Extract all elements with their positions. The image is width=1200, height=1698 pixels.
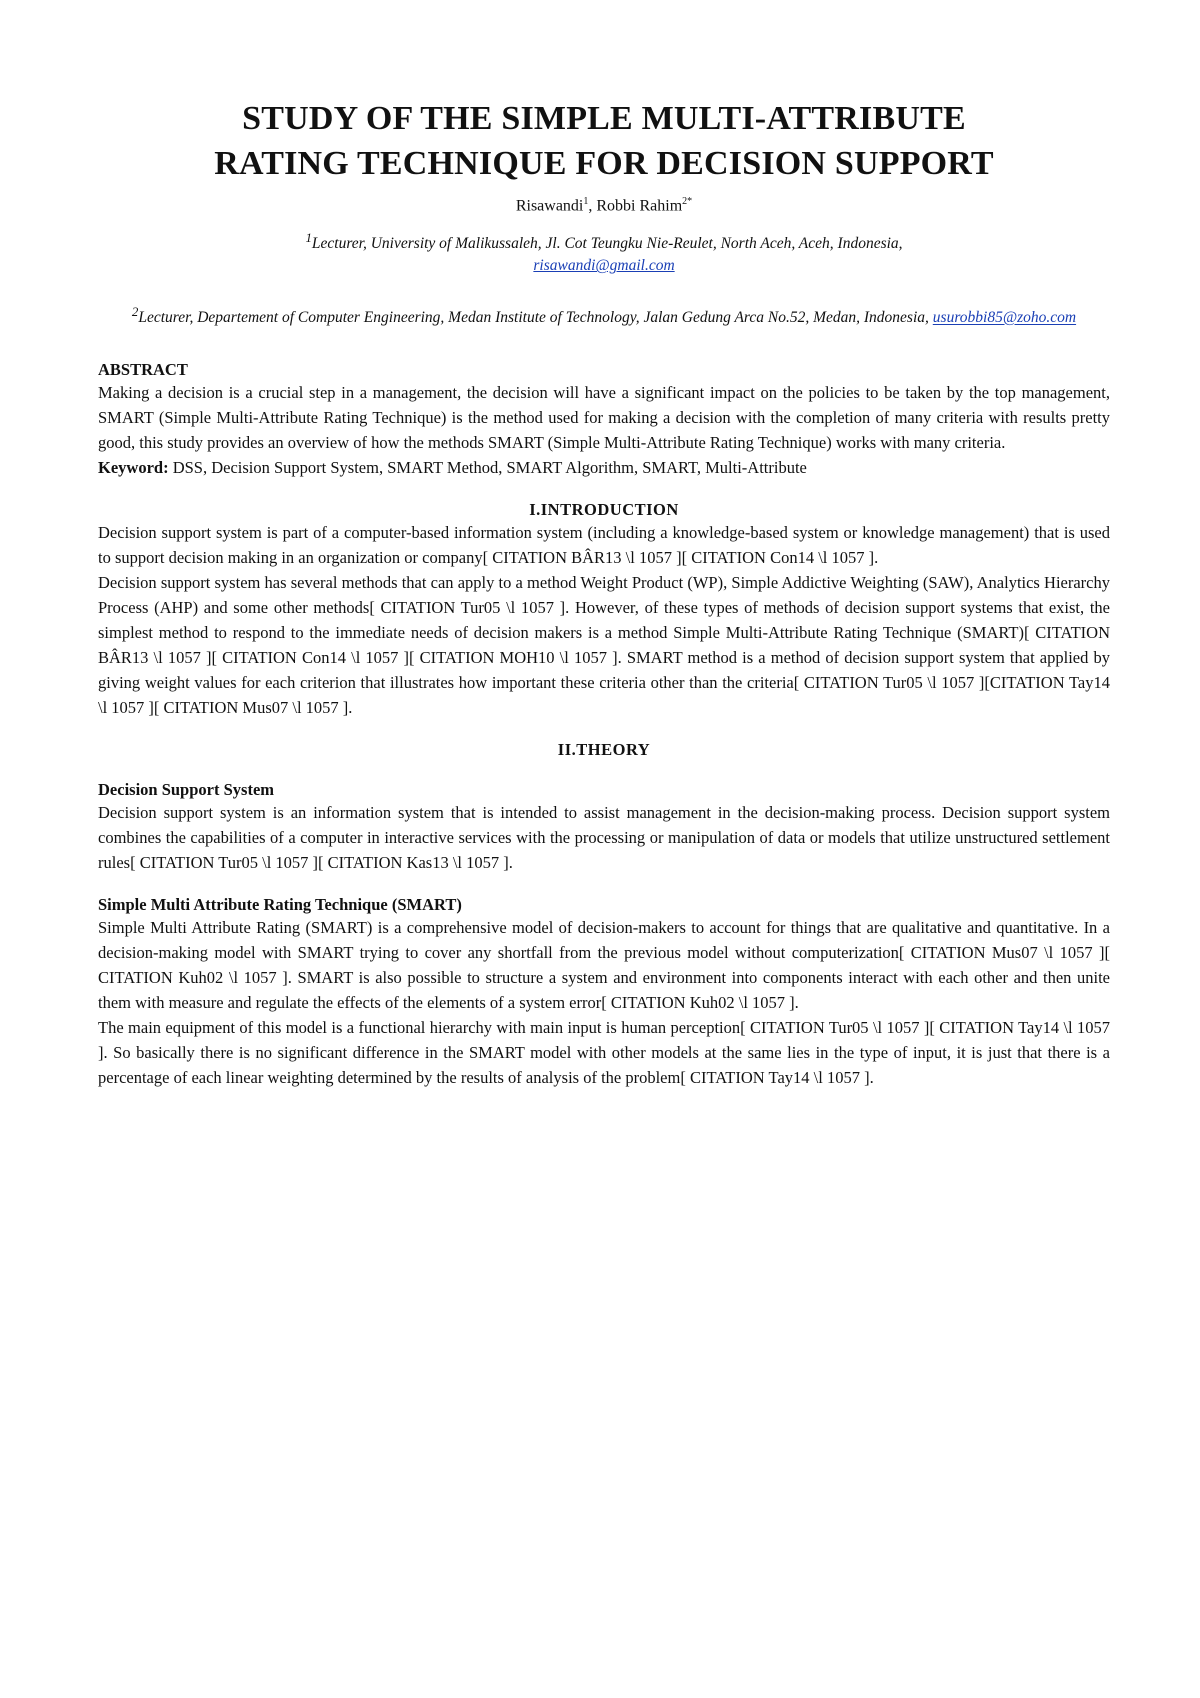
section-heading-introduction: I.INTRODUCTION <box>529 499 679 519</box>
abstract-text: Making a decision is a crucial step in a management, the decision will have a significant impact on the policies to be taken by the top management, SMART (Simple Multi-Attribute Rating Technique) is the method used for making a decision with the completion of many criteria with results pretty good, this study provides an overview of how the methods SMART (Simple Multi-Attribute Rating Technique) works with many criteria. <box>98 382 1110 452</box>
keywords-label: Keyword: <box>98 457 169 477</box>
affiliation-mark: 1 <box>305 230 312 246</box>
section-heading-theory: II.THEORY <box>557 739 651 759</box>
introduction-paragraph: Decision support system has several methods that can apply to a method Weight Product (WP), Simple Addictive Weighting (SAW), Analytics Hierarchy Process (AHP) and some other methods[ CITATION Tur05 \l 1057 ]. However, of these types of methods of decision support systems that exist, the simplest method to respond to the immediate needs of decision makers is a method Simple Multi-Attribute Rating Technique (SMART)[ CITATION BÂR13 \l 1057 ][ CITATION Con14 \l 1057 ][ CITATION MOH10 \l 1057 ]. SMART method is a method of decision support system that applied by giving weight values for each criterion that illustrates how important these criteria other than the criteria[ CITATION Tur05 \l 1057 ][CITATION Tay14 \l 1057 ][ CITATION Mus07 \l 1057 ]. <box>98 572 1110 717</box>
affiliation-text: Lecturer, Departement of Computer Engineering, Medan Institute of Technology, Jalan Gedung Arca No.52, Medan, Indonesia, <box>138 309 929 327</box>
subsection-heading-smart: Simple Multi Attribute Rating Technique (SMART) <box>98 894 462 914</box>
affiliation-2 <box>98 301 1110 329</box>
subsection-heading-dss: Decision Support System <box>98 779 275 799</box>
keywords-line <box>98 455 1110 480</box>
author-email-link[interactable]: risawandi@gmail.com <box>533 257 675 275</box>
introduction-paragraph: Decision support system is part of a computer-based information system (including a knowledge-based system or knowledge management) that is used to support decision making in an organization or company[ CITATION BÂR13 \l 1057 ][ CITATION Con14 \l 1057 ]. <box>98 522 1110 567</box>
paper-title <box>98 96 1110 186</box>
affiliation-mark: 2 <box>131 304 139 320</box>
affiliation-1 <box>98 227 1110 277</box>
keywords-text: DSS, Decision Support System, SMART Method, SMART Algorithm, SMART, Multi-Attribute <box>168 457 807 477</box>
dss-paragraph: Decision support system is an information system that is intended to assist management in the decision-making process. Decision support system combines the capabilities of a computer in interactive services with the processing or manipulation of data or models that utilize unstructured settlement rules[ CITATION Tur05 \l 1057 ][ CITATION Kas13 \l 1057 ]. <box>98 802 1110 872</box>
author-email-link[interactable]: usurobbi85@zoho.com <box>932 309 1077 327</box>
author-separator: , <box>588 197 597 215</box>
abstract-heading: ABSTRACT <box>98 359 188 379</box>
author-affiliation-mark: 1 <box>583 196 589 207</box>
paper-title-line-1: STUDY OF THE SIMPLE MULTI-ATTRIBUTE <box>242 100 966 137</box>
author-affiliation-mark: 2* <box>682 196 693 207</box>
smart-paragraph: Simple Multi Attribute Rating (SMART) is a comprehensive model of decision-makers to account for things that are qualitative and quantitative. In a decision-making model with SMART trying to cover any shortfall from the previous model without computerization[ CITATION Mus07 \l 1057 ][ CITATION Kuh02 \l 1057 ]. SMART is also possible to structure a system and environment into components interact with each other and then unite them with measure and regulate the effects of the elements of a system error[ CITATION Kuh02 \l 1057 ]. <box>98 917 1110 1012</box>
author-name: Robbi Rahim <box>596 197 683 215</box>
affiliation-text: Lecturer, University of Malikussaleh, Jl. Cot Teungku Nie-Reulet, North Aceh, Aceh, Indonesia, <box>311 235 903 253</box>
author-name: Risawandi <box>515 197 584 215</box>
smart-paragraph: The main equipment of this model is a functional hierarchy with main input is human perception[ CITATION Tur05 \l 1057 ][ CITATION Tay14 \l 1057 ]. So basically there is no significant difference in the SMART model with other models at the same lies in the type of input, it is just that there is a percentage of each linear weighting determined by the results of analysis of the problem[ CITATION Tay14 \l 1057 ]. <box>98 1017 1110 1087</box>
author-list <box>98 196 1110 215</box>
paper-page <box>98 96 1110 1090</box>
paper-title-line-2: RATING TECHNIQUE FOR DECISION SUPPORT <box>214 145 994 182</box>
